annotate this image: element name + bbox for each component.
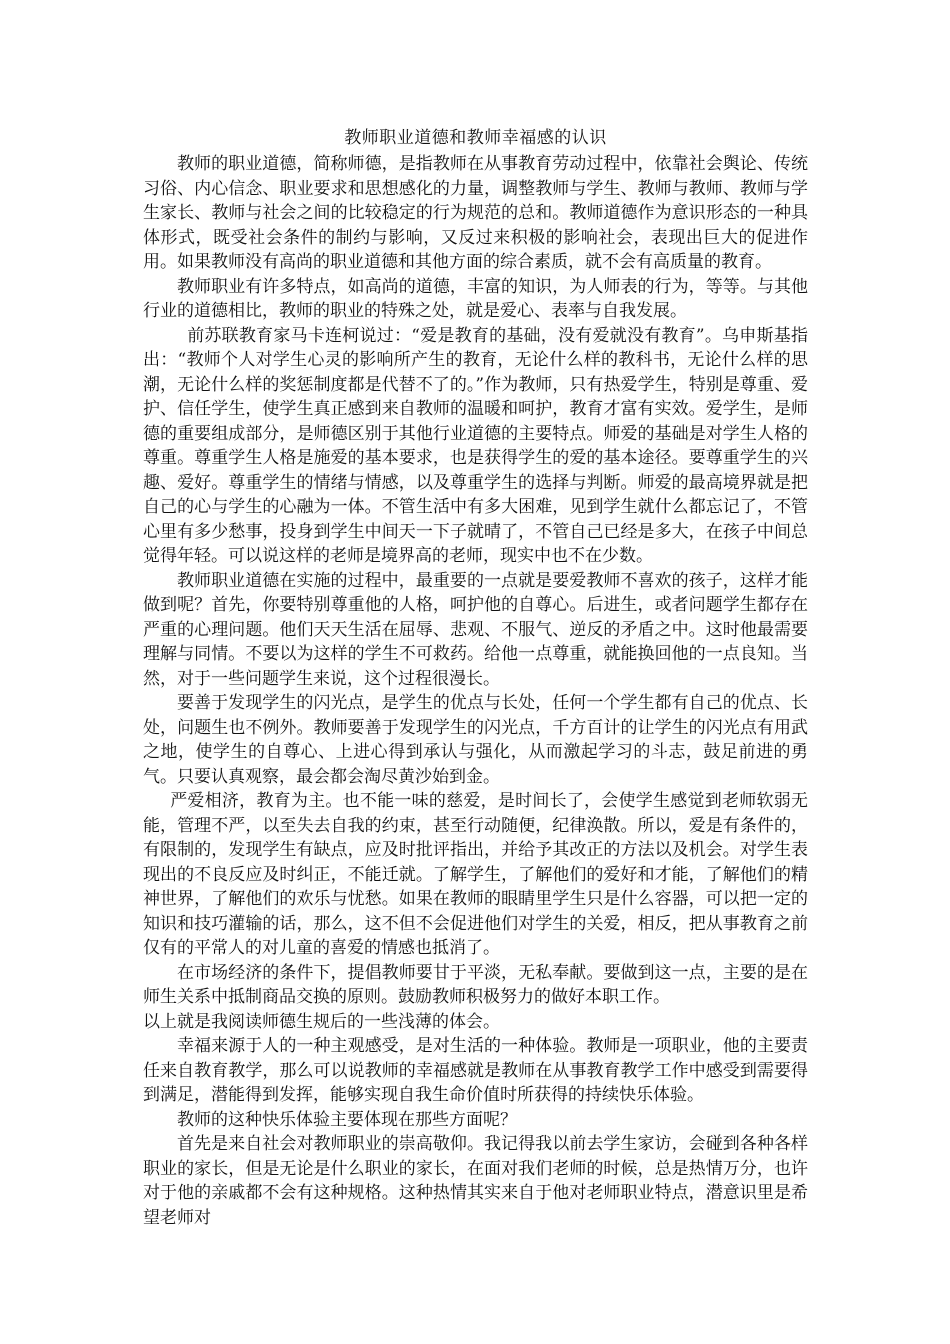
paragraph-2: 教师职业有许多特点，如高尚的道德，丰富的知识，为人师表的行为，等等。与其他行业的道德相比，教师的职业的特殊之处，就是爱心、表率与自我发展。 (143, 276, 808, 321)
paragraph-8: 以上就是我阅读师德生规后的一些浅薄的体会。 (143, 1011, 500, 1032)
document-title: 教师职业道德和教师幸福感的认识 (344, 128, 607, 148)
paragraph-4: 教师职业道德在实施的过程中，最重要的一点就是要爱教师不喜欢的孩子，这样才能做到呢？首先，你要特别尊重他的人格，呵护他的自尊心。后进生，或者问题学生都存在严重的心理问题。他们天天生活在屈辱、悲观、不服气、逆反的矛盾之中。这时他最需要理解与同情。不要以为这样的学生不可救药。给他一点尊重，就能换回他的一点良知。当然，对于一些问题学生来说，这个过程很漫长。 (143, 570, 808, 689)
paragraph-11: 首先是来自社会对教师职业的崇高敬仰。我记得我以前去学生家访，会碰到各种各样职业的家长，但是无论是什么职业的家长，在面对我们老师的时候，总是热情万分，也许对于他的亲戚都不会有这种规格。这种热情其实来自于他对老师职业特点，潜意识里是希望老师对 (143, 1134, 808, 1228)
document-body (143, 126, 808, 1230)
paragraph-9: 幸福来源于人的一种主观感受，是对生活的一种体验。教师是一项职业，他的主要责任来自教育教学，那么可以说教师的幸福感就是教师在从事教育教学工作中感受到需要得到满足，潜能得到发挥，能够实现自我生命价值时所获得的持续快乐体验。 (143, 1036, 808, 1105)
paragraph-7: 在市场经济的条件下，提倡教师要甘于平淡，无私奉献。要做到这一点，主要的是在师生关系中抵制商品交换的原则。鼓励教师积极努力的做好本职工作。 (143, 962, 808, 1007)
paragraph-3: 前苏联教育家马卡连柯说过：“爱是教育的基础，没有爱就没有教育”。乌申斯基指出：“教师个人对学生心灵的影响所产生的教育，无论什么样的教科书，无论什么样的思潮，无论什么样的奖惩制度都是代替不了的。”作为教师，只有热爱学生，特别是尊重、爱护、信任学生，使学生真正感到来自教师的温暖和呵护，教育才富有实效。爱学生，是师德的重要组成部分，是师德区别于其他行业道德的主要特点。师爱的基础是对学生人格的尊重。尊重学生人格是施爱的基本要求，也是获得学生的爱的基本途径。要尊重学生的兴趣、爱好。尊重学生的情绪与情感，以及尊重学生的选择与判断。师爱的最高境界就是把自己的心与学生的心融为一体。不管生活中有多大困难，见到学生就什么都忘记了，不管心里有多少愁事，投身到学生中间天一下子就晴了，不管自己已经是多大，在孩子中间总觉得年轻。可以说这样的老师是境界高的老师，现实中也不在少数。 (143, 325, 808, 566)
paragraph-10: 教师的这种快乐体验主要体现在那些方面呢？ (177, 1109, 517, 1130)
paragraph-5: 要善于发现学生的闪光点，是学生的优点与长处，任何一个学生都有自己的优点、长处，问题生也不例外。教师要善于发现学生的闪光点，千方百计的让学生的闪光点有用武之地，使学生的自尊心、上进心得到承认与强化，从而激起学习的斗志，鼓足前进的勇气。只要认真观察，最会都会淘尽黄沙始到金。 (143, 693, 808, 787)
paragraph-6: 严爱相济，教育为主。也不能一味的慈爱，是时间长了，会使学生感觉到老师软弱无能，管理不严，以至失去自我的约束，甚至行动随便，纪律涣散。所以，爱是有条件的，有限制的，发现学生有缺点，应及时批评指出，并给予其改正的方法以及机会。对学生表现出的不良反应及时纠正，不能迁就。了解学生，了解他们的爱好和才能，了解他们的精神世界，了解他们的欢乐与忧愁。如果在教师的眼睛里学生只是什么容器，可以把一定的知识和技巧灌输的话，那么，这不但不会促进他们对学生的关爱，相反，把从事教育之前仅有的平常人的对儿童的喜爱的情感也抵消了。 (143, 791, 808, 958)
paragraph-1: 教师的职业道德，简称师德，是指教师在从事教育劳动过程中，依靠社会舆论、传统习俗、内心信念、职业要求和思想感化的力量，调整教师与学生、教师与教师、教师与学生家长、教师与社会之间的比较稳定的行为规范的总和。教师道德作为意识形态的一种具体形式，既受社会条件的制约与影响，又反过来积极的影响社会，表现出巨大的促进作用。如果教师没有高尚的职业道德和其他方面的综合素质，就不会有高质量的教育。 (143, 154, 808, 272)
